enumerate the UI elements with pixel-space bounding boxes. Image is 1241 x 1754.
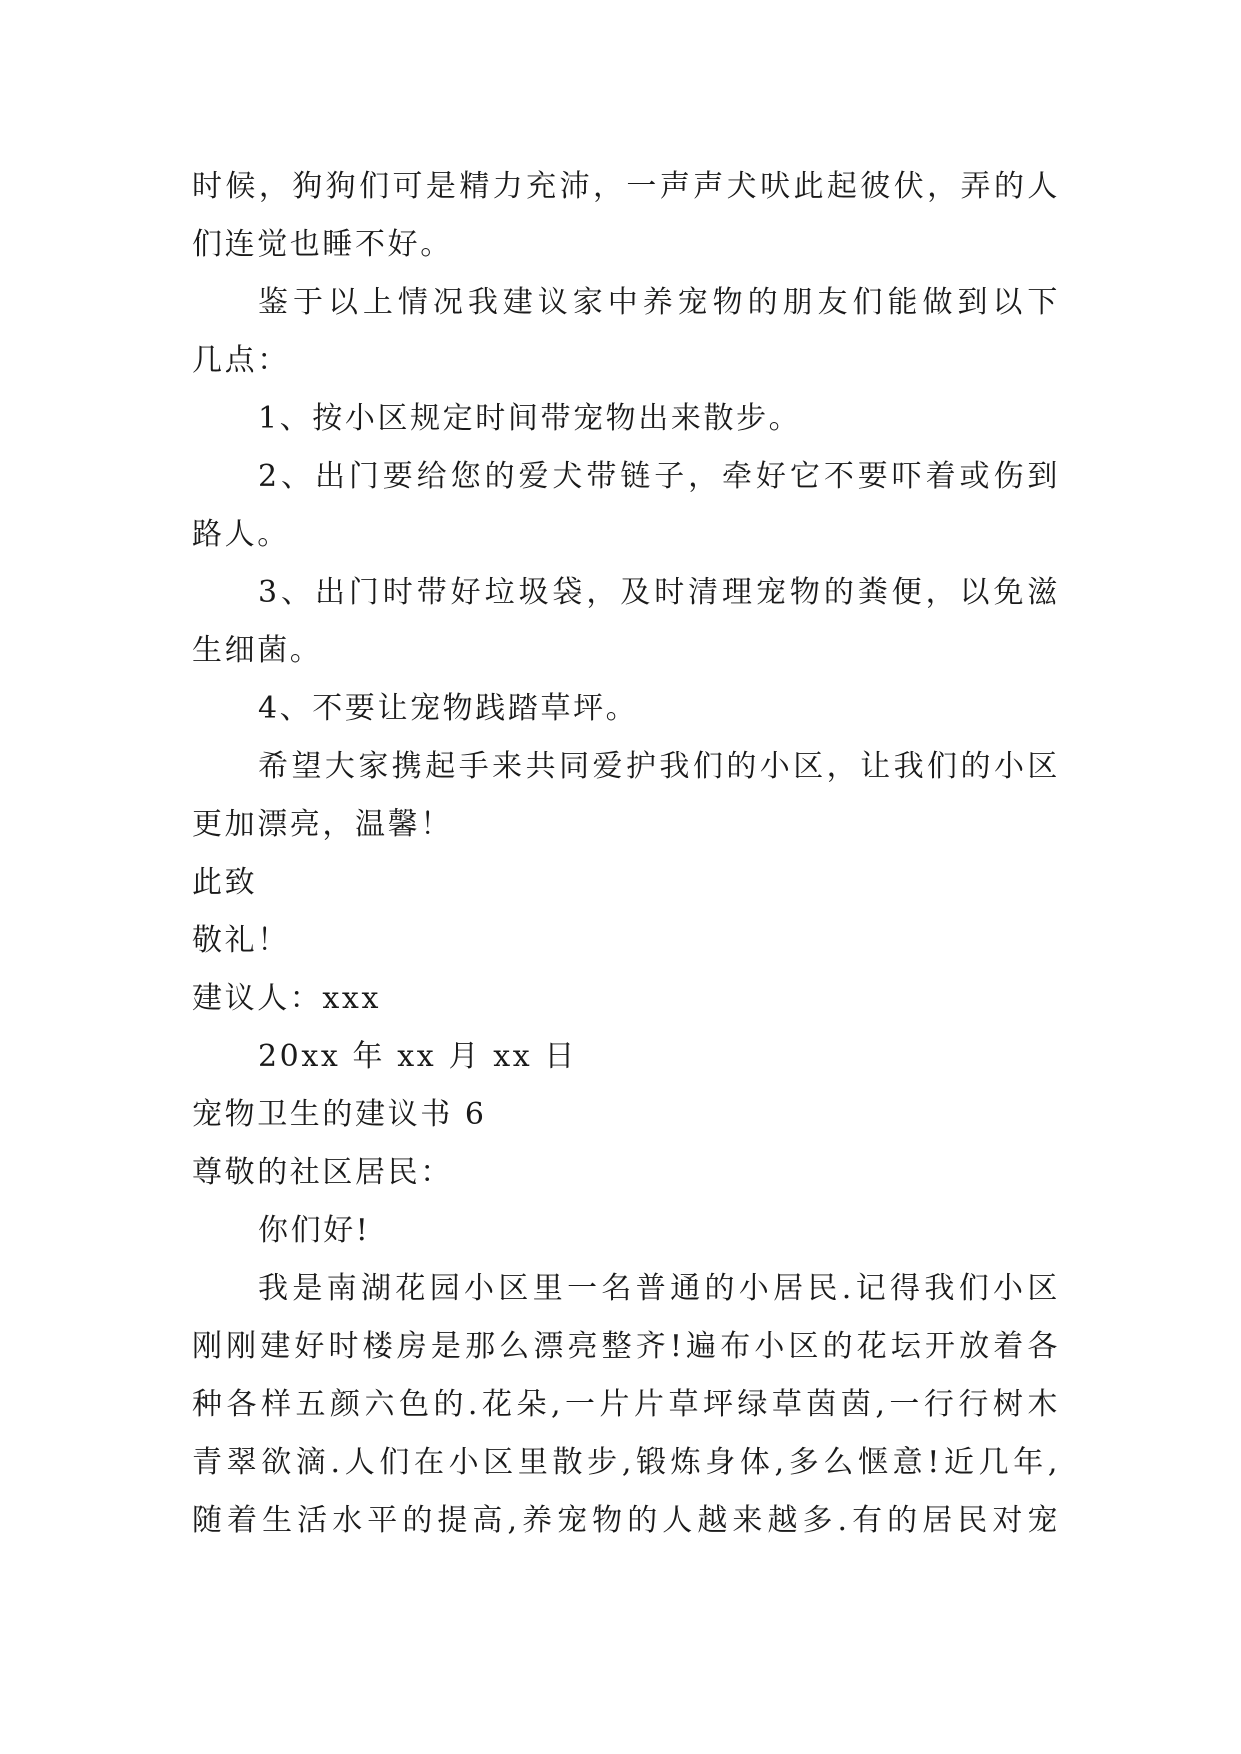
list-item: 4、不要让宠物践踏草坪。 [258,691,639,726]
greeting: 尊敬的社区居民： [192,1155,453,1190]
paragraph-start: 希望大家携起手来共同爱护我们的小区，让我们的小区 [258,749,1060,784]
greeting-text: 你们好! [258,1213,371,1248]
text-line: 生细菌。 [192,633,323,668]
text-line: 们连觉也睡不好。 [192,227,453,262]
text-line: 随着生活水平的提高,养宠物的人越来越多.有的居民对宠 [192,1503,1060,1538]
closing-phrase: 此致 [192,865,258,900]
document-page [192,158,1060,1550]
paragraph-start: 我是南湖花园小区里一名普通的小居民.记得我们小区 [258,1271,1060,1306]
text-line: 青翠欲滴.人们在小区里散步,锻炼身体,多么惬意!近几年, [192,1445,1060,1480]
signature: 建议人：xxx [192,981,381,1016]
text-line: 路人。 [192,517,290,552]
date-line: 20xx 年 xx 月 xx 日 [258,1039,577,1074]
text-line: 更加漂亮，温馨！ [192,807,453,842]
salutation: 敬礼！ [192,923,290,958]
text-line: 时候，狗狗们可是精力充沛，一声声犬吠此起彼伏，弄的人 [192,169,1060,204]
text-line: 刚刚建好时楼房是那么漂亮整齐!遍布小区的花坛开放着各 [192,1329,1060,1364]
text-line: 几点： [192,343,290,378]
list-item: 2、出门要给您的爱犬带链子，牵好它不要吓着或伤到 [258,459,1060,494]
text-line: 种各样五颜六色的.花朵,一片片草坪绿草茵茵,一行行树木 [192,1387,1060,1422]
section-title: 宠物卫生的建议书 6 [192,1097,487,1132]
list-item: 1、按小区规定时间带宠物出来散步。 [258,401,802,436]
paragraph-start: 鉴于以上情况我建议家中养宠物的朋友们能做到以下 [258,285,1060,320]
list-item: 3、出门时带好垃圾袋，及时清理宠物的粪便，以免滋 [258,575,1060,610]
